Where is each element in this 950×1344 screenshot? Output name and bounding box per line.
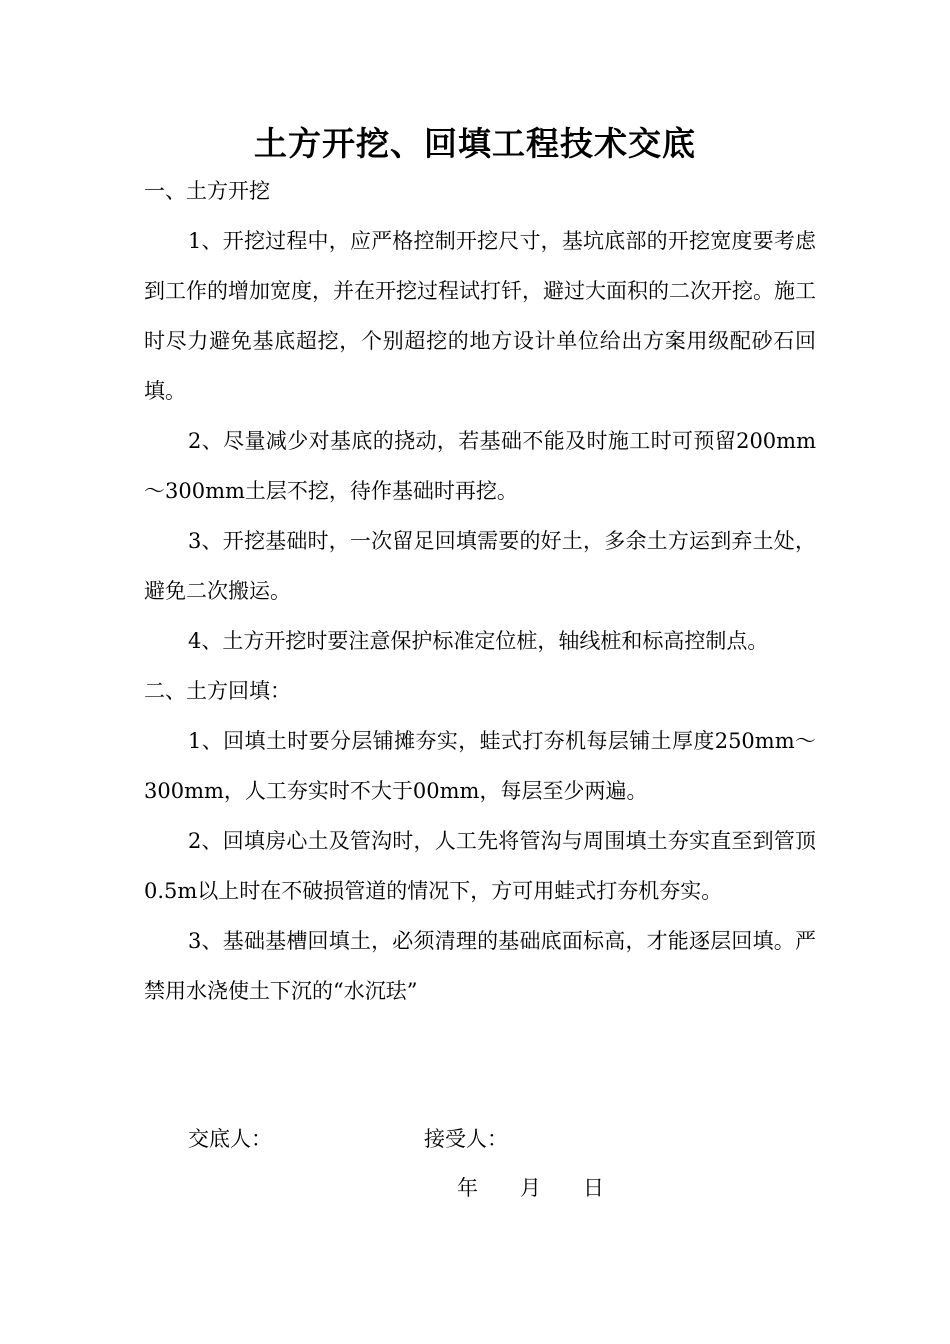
- receiver-person-label: 接受人：: [424, 1127, 508, 1151]
- signature-row: [0, 1114, 950, 1164]
- document-body: [144, 166, 816, 1016]
- excavation-item-4: 4、土方开挖时要注意保护标准定位桩，轴线桩和标高控制点。: [188, 629, 769, 653]
- section-heading-excavation: 一、土方开挖: [144, 179, 270, 203]
- document-title: 土方开挖、回填工程技术交底: [254, 124, 696, 163]
- excavation-item-2: 2、尽量减少对基底的挠动，若基础不能及时施工时可预留200mm～300mm土层不挖，待作基础时再挖。: [144, 429, 816, 503]
- backfill-item-3: 3、基础基槽回填土，必须清理的基础底面标高，才能逐层回填。严禁用水浇使土下沉的“水沉珐”: [144, 929, 816, 1003]
- date-line: 年 月 日: [457, 1176, 604, 1200]
- backfill-item-2: 2、回填房心土及管沟时，人工先将管沟与周围填土夯实直至到管顶0.5m以上时在不破损管道的情况下，方可用蛙式打夯机夯实。: [144, 829, 816, 903]
- excavation-item-1: 1、开挖过程中，应严格控制开挖尺寸，基坑底部的开挖宽度要考虑到工作的增加宽度，并在开挖过程试打钎，避过大面积的二次开挖。施工时尽力避免基底超挖，个别超挖的地方设计单位给出方案用级配砂石回填。: [144, 229, 816, 403]
- section-heading-backfill: 二、土方回填：: [144, 679, 291, 703]
- backfill-item-1: 1、回填土时要分层铺摊夯实，蛙式打夯机每层铺土厚度250mm～300mm，人工夯实时不大于00mm，每层至少两遍。: [144, 729, 816, 803]
- excavation-item-3: 3、开挖基础时，一次留足回填需要的好土，多余土方运到弃土处，避免二次搬运。: [144, 529, 816, 603]
- handover-person-label: 交底人：: [188, 1127, 272, 1151]
